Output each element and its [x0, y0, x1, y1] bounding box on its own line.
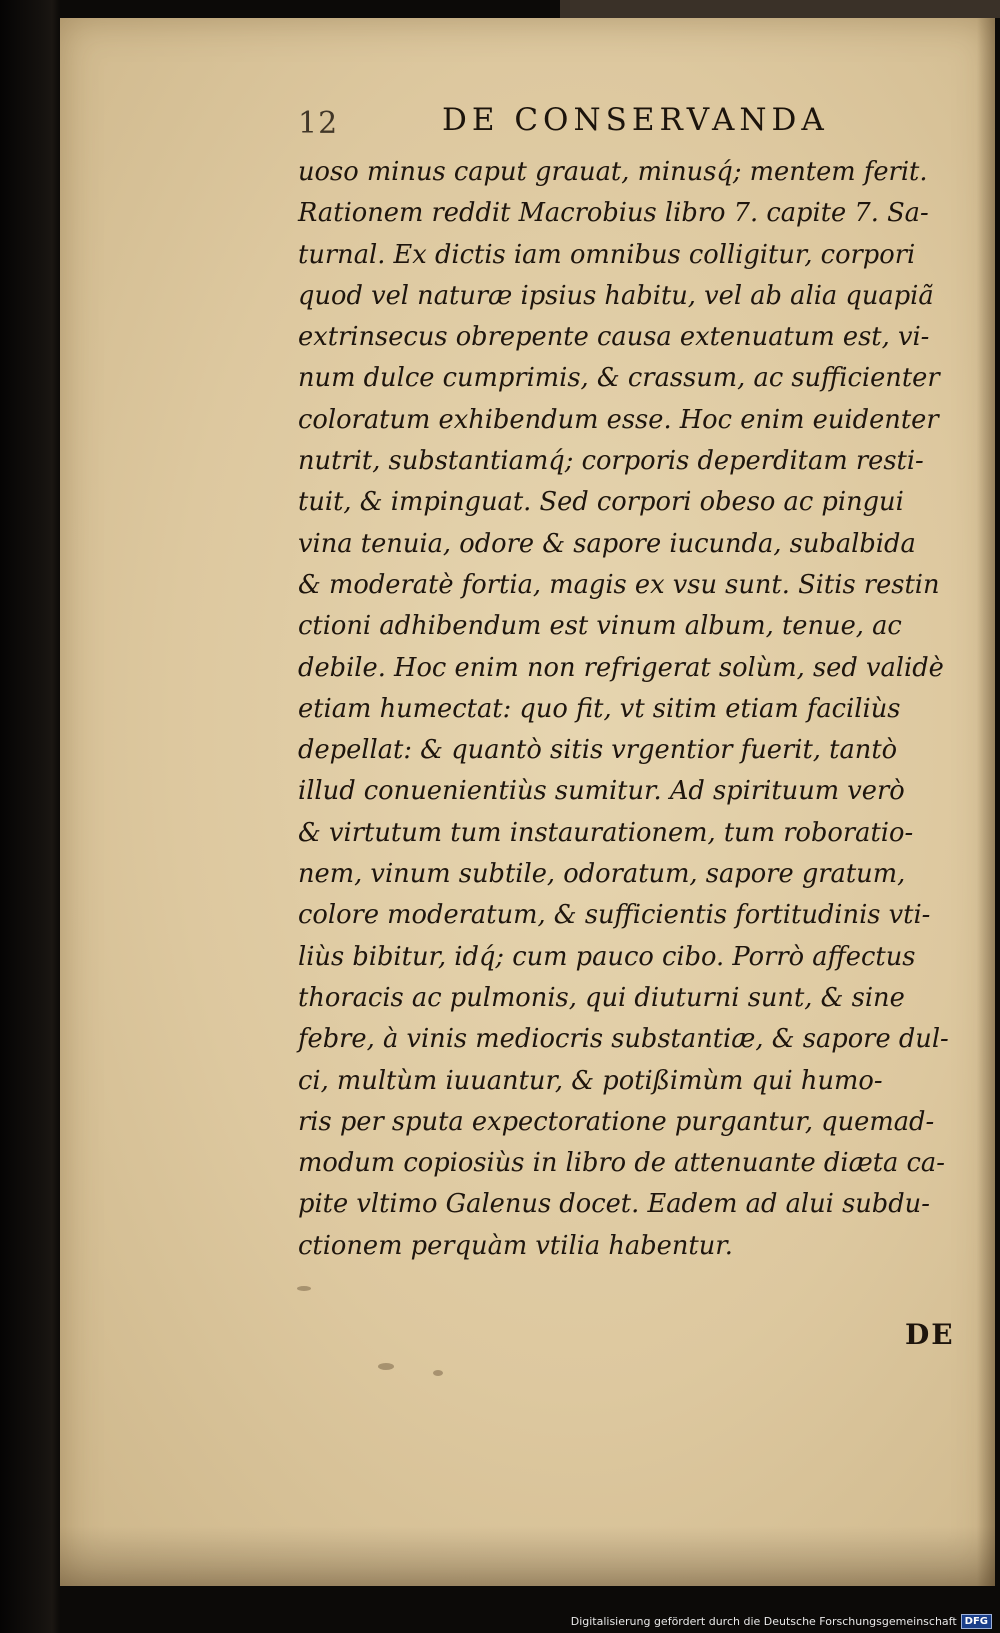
running-head: DE CONSERVANDA [442, 102, 829, 138]
text-line: debile. Hoc enim non refrigerat solùm, sed validè [298, 652, 944, 683]
text-line: pite vltimo Galenus docet. Eadem ad alui subdu- [298, 1189, 930, 1220]
text-line: modum copiosiùs in libro de attenuante diæta ca- [298, 1148, 945, 1179]
credit-text: Digitalisierung gefördert durch die Deutsche Forschungsgemeinschaft [570, 1615, 957, 1628]
page-bottom-shadow [60, 1526, 995, 1586]
text-line: & moderatè fortia, magis ex vsu sunt. Sitis restin [298, 569, 940, 600]
text-line: num dulce cumprimis, & crassum, ac sufficienter [298, 363, 940, 394]
text-line: etiam humectat: quo fit, vt sitim etiam faciliùs [298, 693, 901, 724]
ink-smudge [433, 1370, 443, 1376]
ink-smudge [378, 1363, 394, 1370]
page-number: 12 [298, 106, 339, 141]
digitization-credit [571, 1614, 992, 1629]
text-line: nutrit, substantiamq́; corporis deperditam resti- [298, 446, 924, 477]
text-line: uoso minus caput grauat, minusq́; mentem ferit. [298, 157, 928, 187]
text-line: ctionem perquàm vtilia habentur. [298, 1230, 733, 1261]
text-line: liùs bibitur, idq́; cum pauco cibo. Porrò affectus [298, 941, 916, 972]
text-line: ctioni adhibendum est vinum album, tenue, ac [298, 611, 902, 642]
text-line: ci, multùm iuuantur, & potißimùm qui humo- [298, 1065, 883, 1096]
scan-top-strip [560, 0, 1000, 18]
text-line: nem, vinum subtile, odoratum, sapore gratum, [298, 859, 906, 890]
text-line: colore moderatum, & sufficientis fortitudinis vti- [298, 900, 931, 931]
text-line: febre, à vinis mediocris substantiæ, & sapore dul- [298, 1024, 949, 1055]
text-line: quod vel naturæ ipsius habitu, vel ab alia quapiã [298, 280, 934, 311]
text-line: tuit, & impinguat. Sed corpori obeso ac pingui [298, 487, 904, 518]
page-header [298, 100, 858, 150]
catchword: DE [905, 1318, 955, 1351]
body-text [298, 152, 958, 1267]
text-line: extrinsecus obrepente causa extenuatum est, vi- [298, 322, 930, 353]
dfg-logo: DFG [961, 1614, 992, 1629]
text-line: ris per sputa expectoratione purgantur, quemad- [298, 1106, 935, 1137]
text-line: depellat: & quantò sitis vrgentior fuerit, tantò [298, 735, 898, 766]
text-line: illud conuenientiùs sumitur. Ad spirituum verò [298, 776, 905, 807]
page-edge-shadow [977, 18, 995, 1586]
text-line: coloratum exhibendum esse. Hoc enim euidenter [298, 404, 939, 435]
text-line: Rationem reddit Macrobius libro 7. capite 7. Sa- [298, 198, 929, 229]
text-line: turnal. Ex dictis iam omnibus colligitur, corpori [298, 239, 916, 270]
ink-smudge [297, 1286, 311, 1291]
text-line: & virtutum tum instaurationem, tum roboratio- [298, 817, 914, 848]
text-line: thoracis ac pulmonis, qui diuturni sunt, & sine [298, 982, 905, 1013]
text-line: vina tenuia, odore & sapore iucunda, subalbida [298, 528, 916, 559]
